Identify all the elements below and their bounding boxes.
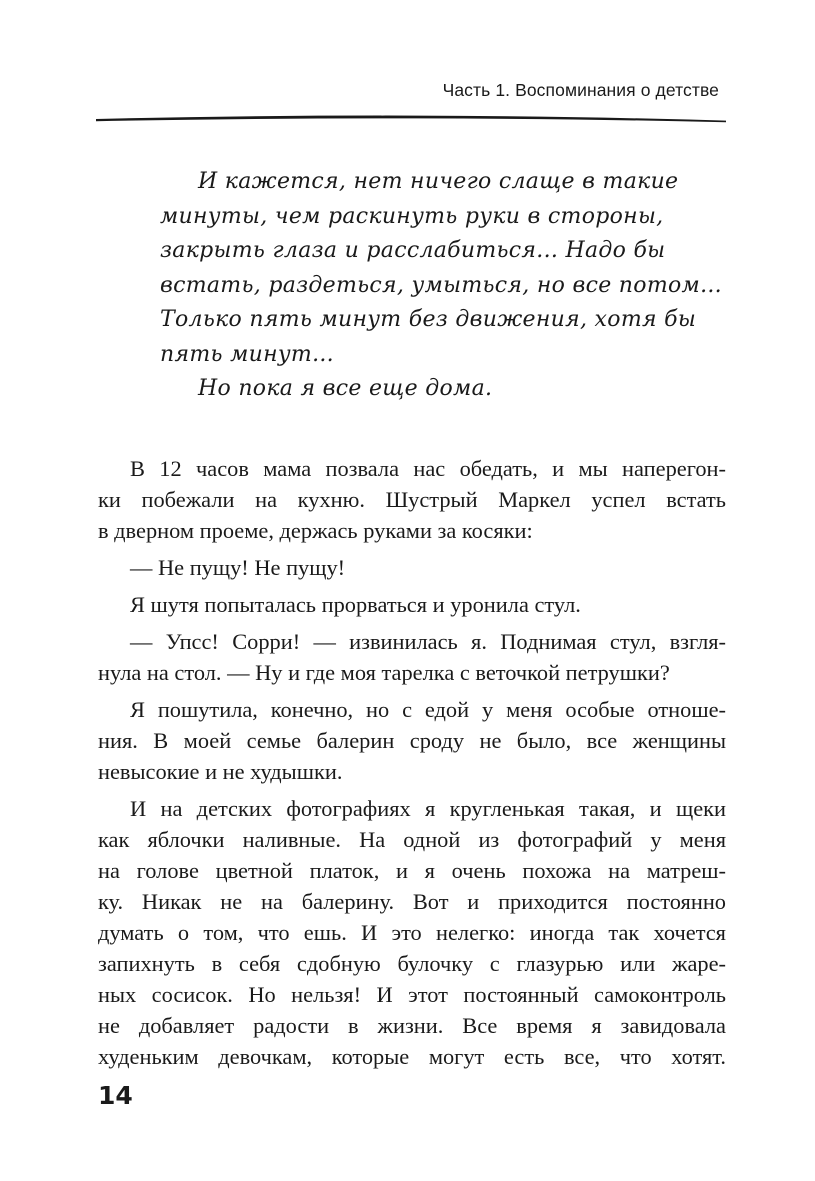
handwritten-note [160,165,722,407]
text-line: нула на стол. — Ну и где моя тарелка с веточкой петрушки? [98,660,670,685]
text-line: В 12 часов мама позвала нас обедать, и мы наперегон- [130,456,726,481]
text-line: как яблочки наливные. На одной из фотографий у меня [98,827,726,852]
handwritten-line: встать, раздеться, умыться, но все потом... [160,272,722,298]
text-line: ку. Никак не на балерину. Вот и приходится постоянно [98,889,726,914]
handwritten-line: пять минут... [160,341,334,367]
text-line: на голове цветной платок, и я очень похожа на матреш- [98,858,726,883]
paragraph [98,589,726,620]
text-line: ки побежали на кухню. Шустрый Маркел успел встать [98,487,726,512]
text-line: Я пошутила, конечно, но с едой у меня особые отноше- [130,697,726,722]
text-line: ных сосисок. Но нельзя! И этот постоянный самоконтроль [98,982,726,1007]
paragraph [98,694,726,787]
handwritten-line: Но пока я все еще дома. [198,376,493,401]
text-line: Я шутя попыталась прорваться и уронила стул. [130,592,581,617]
paragraph [98,552,726,583]
text-line: И на детских фотографиях я кругленькая такая, и щеки [130,796,726,821]
text-line: худеньким девочкам, которые могут есть все, что хотят. [98,1044,726,1069]
text-line: думать о том, что ешь. И это нелегко: иногда так хочется [98,920,726,945]
handwritten-line: закрыть глаза и расслабиться... Надо бы [160,238,666,263]
header-rule [96,112,726,126]
handwritten-line: минуты, чем раскинуть руки в стороны, [160,203,664,229]
text-line: не добавляет радости в жизни. Все время я завидовала [98,1013,726,1038]
text-line: — Упсс! Сорри! — извинилась я. Поднимая стул, взгля- [130,629,726,654]
handwritten-line: Только пять минут без движения, хотя бы [160,307,697,332]
body-text [98,453,726,1072]
text-line: ния. В моей семье балерин сроду не было, все женщины [98,728,726,753]
paragraph [98,793,726,1072]
text-line: невысокие и не худышки. [98,759,343,784]
text-line: запихнуть в себя сдобную булочку с глазурью или жаре- [98,951,726,976]
running-head: Часть 1. Воспоминания о детстве [442,80,719,100]
paragraph [98,626,726,688]
handwritten-line: И кажется, нет ничего слаще в такие [198,169,679,194]
text-line: — Не пущу! Не пущу! [130,555,346,580]
page-number: 14 [98,1081,133,1110]
paragraph [98,453,726,546]
text-line: в дверном проеме, держась руками за косяки: [98,518,533,543]
